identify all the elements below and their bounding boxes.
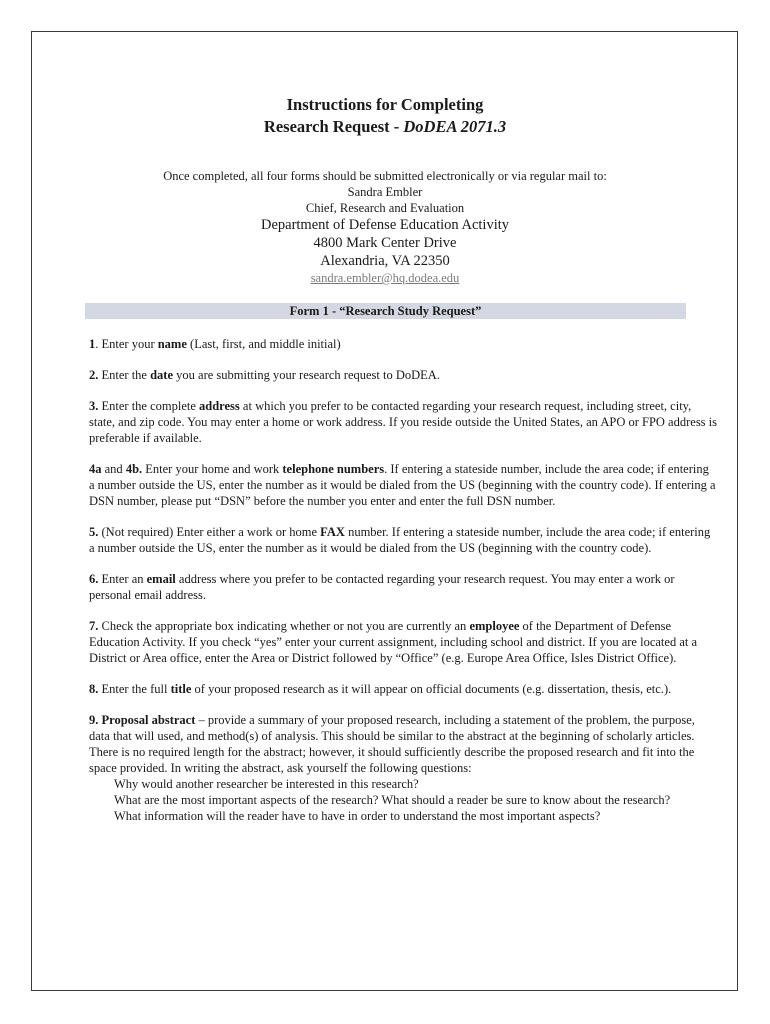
item-text-pre: Enter an xyxy=(101,572,147,586)
item-keyword: employee xyxy=(469,619,520,633)
item-text-pre: Check the appropriate box indicating whether or not you are currently an xyxy=(101,619,470,633)
item-text-pre: Enter your home and work xyxy=(145,462,283,476)
item-text-pre: Enter the xyxy=(101,368,151,382)
item-number: 2. xyxy=(89,368,99,382)
instruction-item xyxy=(89,367,717,383)
item-number: 9. xyxy=(89,713,99,727)
abstract-question: What are the most important aspects of the research? What should a reader be sure to know about the research? xyxy=(114,793,671,807)
item-keyword: address xyxy=(199,399,240,413)
item-text-post: . If entering a stateside number, include the area code; if entering a number outside the US, enter the number as it would be dialed from the US (beginning with the country code). If entering a DSN number, please put “DSN” before the number you enter and enter the full DSN number. xyxy=(89,462,716,508)
item-number: 8. xyxy=(89,682,99,696)
item-text-post: – provide a summary of your proposed research, including a statement of the problem, the purpose, data that will used, and method(s) of analysis. This should be similar to the abstract at the beginning of scholarly articles. There is no required length for the abstract; however, it should sufficiently describe the proposed research and fit into the space provided. In writing the abstract, ask yourself the following questions: xyxy=(89,713,695,775)
instruction-item xyxy=(89,398,717,446)
item-text-post: of the Department of Defense Education Activity. If you check “yes” enter your current assignment, including school and district. If you are located at a District or Area office, enter the Area or District followed by “Office” (e.g. Europe Area Office, Isles District Office). xyxy=(89,619,698,665)
item-keyword: name xyxy=(157,337,187,351)
instruction-item xyxy=(89,461,717,509)
item-number: 6. xyxy=(89,572,99,586)
item-text-pre: Enter the full xyxy=(101,682,171,696)
item-text-pre: Enter the complete xyxy=(101,399,200,413)
item-number: 3. xyxy=(89,399,99,413)
contact-city: Alexandria, VA 22350 xyxy=(320,253,450,269)
item-keyword: title xyxy=(170,682,192,696)
item-text-post: you are submitting your research request to DoDEA. xyxy=(173,368,440,382)
item-number: 7. xyxy=(89,619,99,633)
abstract-question: Why would another researcher be interested in this research? xyxy=(114,777,419,791)
item-number-joiner: and xyxy=(101,462,126,476)
item-text-post: of your proposed research as it will appear on official documents (e.g. dissertation, thesis, etc.). xyxy=(191,682,672,696)
item-text-post: (Last, first, and middle initial) xyxy=(186,337,341,351)
item-number: 5. xyxy=(89,525,99,539)
item-keyword: email xyxy=(146,572,176,586)
item-text-pre: Enter your xyxy=(101,337,158,351)
instruction-item xyxy=(89,524,717,556)
instruction-item xyxy=(89,618,717,666)
contact-email-link[interactable]: sandra.embler@hq.dodea.edu xyxy=(310,271,460,285)
item-keyword: date xyxy=(150,368,174,382)
item-text-pre: (Not required) Enter either a work or home xyxy=(101,525,321,539)
instruction-item xyxy=(89,336,717,352)
item-keyword: telephone numbers xyxy=(282,462,385,476)
item-number: 4a xyxy=(89,462,102,476)
instruction-item xyxy=(89,571,717,603)
doc-title-prefix: Research Request - xyxy=(263,117,404,136)
doc-title-line1: Instructions for Completing xyxy=(286,95,484,114)
submission-intro: Once completed, all four forms should be submitted electronically or via regular mail to: xyxy=(163,169,607,183)
instruction-item xyxy=(89,712,717,776)
item-keyword: Proposal abstract xyxy=(101,713,196,727)
item-keyword: FAX xyxy=(320,525,345,539)
doc-title-form-number: DoDEA 2071.3 xyxy=(403,117,507,136)
instruction-item xyxy=(89,681,717,697)
contact-name: Sandra Embler xyxy=(347,185,423,199)
item-number-second: 4b. xyxy=(125,462,143,476)
doc-title-line2 xyxy=(0,116,770,138)
item-number: 1 xyxy=(89,337,96,351)
abstract-question: What information will the reader have to have in order to understand the most important aspects? xyxy=(114,809,601,823)
instruction-list xyxy=(89,336,717,824)
item-text-post: address where you prefer to be contacted regarding your research request. You may enter a work or personal email address. xyxy=(89,572,675,602)
item-text-post: number. If entering a stateside number, include the area code; if entering a number outside the US, enter the number as it would be dialed from the US (beginning with the country code). xyxy=(89,525,711,555)
contact-street: 4800 Mark Center Drive xyxy=(313,235,457,251)
item-separator: . xyxy=(95,337,102,351)
section-header: Form 1 - “Research Study Request” xyxy=(85,303,686,319)
contact-org: Department of Defense Education Activity xyxy=(260,217,510,233)
item-text-post: at which you prefer to be contacted regarding your research request, including street, city, state, and zip code. You may enter a home or work address. If you reside outside the United States, an APO or FPO address is preferable if available. xyxy=(89,399,718,445)
contact-role: Chief, Research and Evaluation xyxy=(305,201,465,215)
